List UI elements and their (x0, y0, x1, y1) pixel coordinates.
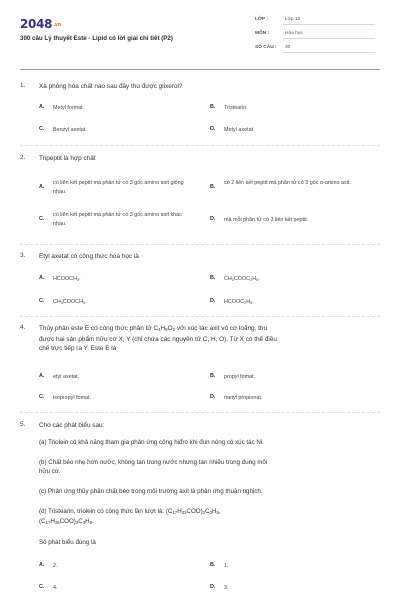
option-text: có liên kết peptit mà phân tử có 3 gốc amino axit khác nhau. (53, 212, 182, 227)
logo-number: 2048 (20, 17, 53, 31)
option-text: có 2 liên kết peptit mà phân tử có 3 gốc α-amino axit. (224, 180, 351, 186)
question-text (39, 324, 377, 354)
option-letter: C. (39, 584, 45, 590)
option-text: metyl propionat. (224, 395, 263, 401)
logo-domain: .vn (53, 21, 62, 28)
meta-subject-underline (283, 38, 375, 39)
option-letter: A. (39, 275, 45, 281)
option-text: Tristearin. (224, 105, 248, 111)
option-letter: C. (39, 298, 45, 304)
question-divider (20, 145, 380, 146)
option-formula: $HCOOC_2H_5$. (224, 299, 254, 305)
meta-count-underline (283, 52, 375, 53)
option-text: isopropyl fomat. (53, 395, 92, 401)
site-logo[interactable] (20, 17, 61, 31)
option-letter: C. (39, 126, 45, 132)
option-letter: B. (210, 562, 216, 568)
question-text-line-3: chế trực tiếp ra Y. Este E là (39, 345, 117, 352)
question-number: 3. (20, 252, 26, 259)
option-letter: C. (39, 394, 45, 400)
option-letter: C. (39, 216, 45, 222)
statement-b: (b) Chất béo nhẹ hơn nước, không tan trong nước nhưng tan nhiều trong dung môi (39, 459, 268, 466)
option-formula: $CH_3COOCH_3$. (53, 299, 87, 305)
option-letter: A. (39, 184, 45, 190)
question-text: Etyl axetat có công thức hóa học là (39, 253, 139, 260)
meta-class-underline (283, 24, 375, 25)
meta-count-value: 30 (285, 45, 291, 50)
question-number: 2. (20, 154, 26, 161)
option-letter: B. (210, 104, 216, 110)
question-text: Tripeptit là hợp chất (39, 155, 96, 162)
option-formula: $HCOOCH_3$. (53, 276, 81, 282)
question-number: 5. (20, 421, 26, 428)
option-text: Benzyl axetat. (53, 127, 87, 133)
document-title: 300 câu Lý thuyết Este - Lipid có lời giải chi tiết (P2) (20, 35, 173, 42)
option-letter: D. (210, 216, 216, 222)
option-letter: B. (210, 373, 216, 379)
option-letter: B. (210, 275, 216, 281)
question-text: Cho các phát biểu sau: (39, 422, 105, 429)
statement-d-cont: $(C_{17}H_{35}COO)_3C_3H_5$. (39, 518, 94, 525)
option-letter: D. (210, 584, 216, 590)
question-number: 1. (20, 82, 26, 89)
meta-count-label: SỐ CÂU : (255, 45, 277, 50)
option-text: 2. (53, 563, 58, 569)
option-text: Metyl axetat (224, 127, 254, 133)
question-divider (20, 412, 380, 413)
question-text-line-1: Thủy phân este E có công thức phân tử $C_4H_8O_2$ với xúc tác axit vô cơ loãng, thu (39, 325, 268, 332)
option-letter: D. (210, 126, 216, 132)
option-letter: A. (39, 562, 45, 568)
option-letter: A. (39, 104, 45, 110)
option-text: có liên kết peptit mà phân tử có 3 gốc amino axit giống nhau. (53, 180, 184, 195)
option-letter: A. (39, 373, 45, 379)
question-text: Xà phòng hóa chất nào sau đây thu được glixerol? (39, 83, 183, 90)
page-header (0, 0, 400, 74)
question-divider (20, 316, 380, 317)
option-letter: D. (210, 394, 216, 400)
header-divider (20, 69, 380, 70)
statement-d: (d) Tristearin, triolein có công thức lần lượt là: $(C_{17}H_{33}COO)_3C_3H_5$, (39, 508, 221, 515)
question-number: 4. (20, 324, 26, 331)
meta-subject-value: Hóa học (285, 31, 303, 36)
statement-c: (c) Phản ứng thủy phân chất béo trong môi trường axit là phản ứng thuận nghịch. (39, 488, 263, 495)
question-text-line-2: được hai sản phẩm hữu cơ X, Y (chỉ chứa các nguyên tử C, H, O). Từ X có thể điều (39, 335, 277, 343)
option-letter: D. (210, 298, 216, 304)
option-text: etyl axetat. (53, 374, 80, 380)
option-text: propyl fomat. (224, 374, 256, 380)
meta-class-value: Lớp 12 (285, 17, 301, 22)
option-text: mà mỗi phân tử có 3 liên kết peptit. (224, 217, 309, 223)
statement-a: (a) Triolein có khả năng tham gia phản ứng cộng hiđro khi đun nóng có xúc tác Ni. (39, 439, 264, 446)
meta-subject-label: MÔN : (255, 31, 270, 36)
statement-b-cont: hữu cơ. (39, 468, 61, 475)
question-prompt: Số phát biểu đúng là (39, 539, 96, 546)
option-text: Metyl format. (53, 105, 85, 111)
question-divider (20, 244, 380, 245)
option-text: 4. (53, 585, 58, 591)
option-text: 1. (224, 563, 229, 569)
option-formula: $CH_3COOC_2H_5$. (224, 276, 260, 282)
option-text: 3. (224, 585, 229, 591)
meta-class-label: LỚP : (255, 17, 269, 22)
option-letter: B. (210, 184, 216, 190)
